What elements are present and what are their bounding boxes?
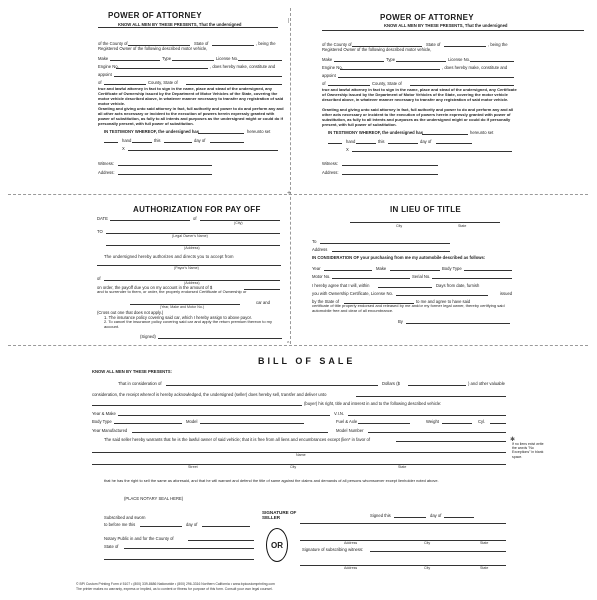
lieu-days-field[interactable]: [378, 287, 432, 288]
poa-left-make-field[interactable]: [110, 60, 160, 61]
poa-right-intro: KNOW ALL MEN BY THESE PRESENTS, That the undersigned: [384, 23, 508, 28]
bos-signed-month-field[interactable]: [444, 517, 474, 518]
bos-model-number-field[interactable]: [368, 432, 506, 433]
bos-notary-state-field[interactable]: [124, 548, 254, 549]
poa-left-licence-field[interactable]: [238, 60, 282, 61]
notary-seal-label: (PLACE NOTARY SEAL HERE): [124, 496, 184, 501]
poa-right-of-field[interactable]: [328, 85, 370, 86]
bos-weight-field[interactable]: [442, 423, 472, 424]
bos-cyl-field[interactable]: [490, 423, 506, 424]
bos-seller-address-line[interactable]: [300, 540, 506, 541]
bos-year-mfr-field[interactable]: [132, 432, 328, 433]
bos-buyer-field[interactable]: [356, 396, 506, 397]
lieu-signature-line[interactable]: [406, 323, 510, 324]
fold-mark-top: |: [288, 18, 290, 24]
poa-left-county-state-field[interactable]: [186, 84, 282, 85]
bos-seller-signature-line[interactable]: [300, 523, 506, 524]
lieu-body-type-field[interactable]: [464, 270, 512, 271]
vertical-cut-line: [290, 8, 291, 344]
poa-left-title: POWER OF ATTORNEY: [108, 11, 202, 20]
horizontal-cut-line-top: [8, 194, 588, 195]
bos-know: KNOW ALL MEN BY THESE PRESENTS:: [92, 369, 172, 374]
seller-signature-label: SIGNATURE OF SELLER: [262, 510, 297, 521]
poa-left-of-field[interactable]: [104, 84, 146, 85]
lieu-motor-field[interactable]: [332, 278, 410, 279]
poa-right-engine-field[interactable]: [340, 69, 440, 70]
bos-consideration-field[interactable]: [166, 385, 378, 386]
payoff-date-field[interactable]: [110, 220, 190, 221]
poa-right-make-field[interactable]: [334, 61, 384, 62]
bos-lien-field[interactable]: [396, 441, 506, 442]
bos-notary-month-field[interactable]: [202, 526, 250, 527]
poa-right-county-state-field[interactable]: [410, 85, 514, 86]
poa-right-witness-field[interactable]: [342, 165, 438, 166]
lieu-year-field[interactable]: [324, 270, 372, 271]
bos-model-field[interactable]: [200, 423, 304, 424]
lieu-to-field[interactable]: [320, 243, 450, 244]
poa-right-address-field[interactable]: [342, 174, 438, 175]
bos-lienholder-address-field[interactable]: [92, 464, 506, 465]
bos-buyer-line2[interactable]: [92, 405, 302, 406]
bos-notary-date-field[interactable]: [140, 526, 182, 527]
bos-notary-signature-line[interactable]: [104, 559, 254, 560]
payoff-title: AUTHORIZATION FOR PAY OFF: [133, 205, 261, 214]
horizontal-cut-line-middle: [8, 345, 588, 346]
fold-mark-bottom: ^: [287, 341, 290, 347]
bos-fuel-field[interactable]: [358, 423, 410, 424]
payoff-signature-line[interactable]: [158, 338, 282, 339]
poa-left-type-field[interactable]: [172, 60, 214, 61]
bos-title: BILL OF SALE: [258, 356, 356, 366]
poa-right-signature-line[interactable]: [352, 151, 512, 152]
bos-witness-address-line[interactable]: [300, 565, 506, 566]
poa-left-state-field[interactable]: [212, 45, 254, 46]
poa-left-engine-field[interactable]: [116, 68, 208, 69]
lieu-licence-field[interactable]: [396, 295, 488, 296]
lieu-make-field[interactable]: [390, 270, 440, 271]
poa-right-type-field[interactable]: [396, 61, 446, 62]
lieu-date-field[interactable]: [350, 222, 500, 223]
poa-right-licence-field[interactable]: [470, 61, 514, 62]
bos-year-make-field[interactable]: [118, 415, 330, 416]
poa-left-witness-field[interactable]: [118, 165, 212, 166]
bos-body-type-field[interactable]: [114, 423, 182, 424]
asterisk-icon: ✱: [510, 437, 516, 443]
bos-amount-field[interactable]: [408, 385, 466, 386]
bos-lien-note: If no liens exist write the words "No Exceptions" in blank space.: [512, 442, 544, 459]
crosshair-mark: +: [287, 190, 292, 197]
poa-right-appoint-field[interactable]: [338, 77, 514, 78]
bos-notary-county-field[interactable]: [188, 540, 254, 541]
poa-left-signature-line[interactable]: [128, 150, 278, 151]
or-badge: OR: [266, 528, 288, 562]
lieu-serial-field[interactable]: [432, 278, 512, 279]
poa-right-title: POWER OF ATTORNEY: [380, 13, 474, 22]
poa-left-intro: KNOW ALL MEN BY THESE PRESENTS, That the undersigned: [118, 22, 242, 27]
lieu-address-field[interactable]: [332, 251, 450, 252]
poa-left-address-field[interactable]: [118, 174, 212, 175]
document-sheet: + | ^ POWER OF ATTORNEY KNOW ALL MEN BY THESE PRESENTS, That the undersigned of the County of State of , being the Registered Owner of the following described motor vehicle, Make Type License No. Engine No. , does hereby make, constitute and appoint of County, State of true and lawful attorney in fact to sign in the name, place and stead of the undersigned, any Certificate of Ownership issued by the Department of Motor Vehicles of the State, covering the motor vehicle described above, in whatever manner necessary to transfer any registration of said motor vehicle. Granting and giving unto said attorney in fact, full authority and power to do and perform any and all other acts necessary or incident to the execution of powers herein expressly granted with power of substitution, as fully to all intents and purposes as the undersigned might or could do if personally present, with full power of substitution. IN TESTIMONY WHEREOF, the undersigned has hereunto set hand this day of X Witness: Address: POWER OF ATTORNEY KNOW ALL MEN BY THESE PRESENTS, That the undersigned of the County of State of , being the Registered Owner of the following described motor vehicle, Make Type License No. Engine No. , does hereby make, constitute and appoint of County, State of true and lawful attorney in fact to sign in the name, place and stead of the undersigned, any Certificate of Ownership issued by the Department of Motor Vehicles of the State, covering the motor vehicle described above, in whatever manner necessary to transfer any registration of said motor vehicle. Granting and giving unto said attorney in fact, full authority and power to do and perform any and all other acts necessary or incident to the execution of powers herein expressly granted with power of substitution, as fully to all intents and purposes as the undersigned might or could do if personally present, with full power of substitution. IN TESTIMONY WHEREOF, the undersigned has hereunto set hand this day of X Witness: Address: AUTHORIZATION FOR PAY OFF DATE of (City) TO (Legal Owner's Name) (Address) The undersigned hereby authorizes and directs you to accept from (Payor's Name) of (Address) on order, the payoff due you on my account in the amount of $ and to surrender to them, or order, the properly endorsed Certificate of Ownership or car and (Year, Make and Motor No.) (Cross out one that does not apply.) 1. The insurance policy covering said car, which I hereby assign to above payor. 2. To cancel the insurance policy covering said car and apply the return premium thereon to my account. (Signed) IN LIEU OF TITLE City State To Address IN CONSIDERATION OF your purchasing from me my automobile described as follows: Year Make Body Type Motor No. Serial No. I hereby agree that I will, within Days from date, furnish you with Ownership Certificate, License No. issued by the State of to me and agree to have said certificate of title properly endorsed and released by me and/or my former legal owner, thereby certifying said automobile free and clear of all encumbrance. By BILL OF SALE KNOW ALL MEN BY THESE PRESENTS: That in consideration of Dollars ($ ) and other valuable consideration, the receipt whereof is hereby acknowledged, the undersigned (seller) does hereby sell, transfer and deliver unto (buyer) his right, title and interest in and to the following described vehicle: Year & Make V.I.N. Body Type Model Fuel & Axle Weight Cyl. Year Manufactured Model Number The said seller hereby warrants that he is the lawful owner of said vehicle; that it is free from all liens and encumbrances except (lien* in favor of Name Street City State ✱ If no liens exist write the words "No Exceptions" in blank space. that he has the right to sell the same as aforesaid, and that he will warrant and defend the title of same against the claims and demands of all persons whomsoever except lienholder noted above. (PLACE NOTARY SEAL HERE) Subscribed and sworn to before me this day of Notary Public in and for the County of State of SIGNATURE OF SELLER OR Signed this day of Address City State Signature of subscribing witness: Address City State © BPI Custom Printing Form # 5107 • (800) 339-8686 Nationwide • (800) 296-3316 Northern California • www.bpicustomprinting.com The printer makes no warranty, express or implied, as to content or fitness for purpose of this form. Consult your own legal counsel.: [0, 0, 597, 600]
poa-right-state-field[interactable]: [444, 46, 486, 47]
footer-line-2: The printer makes no warranty, express or implied, as to content or fitness for purpose of this form. Consult your own legal counsel.: [76, 587, 273, 591]
bos-witness-signature-line[interactable]: [370, 551, 506, 552]
lieu-title: IN LIEU OF TITLE: [390, 205, 462, 214]
bos-signed-date-field[interactable]: [394, 517, 426, 518]
footer-line-1: © BPI Custom Printing Form # 5107 • (800) 339-8686 Nationwide • (800) 296-3316 Northern California • www.bpicustomprinting.com: [76, 582, 275, 586]
bos-vin-field[interactable]: [348, 415, 506, 416]
poa-left-appoint-field[interactable]: [114, 76, 282, 77]
